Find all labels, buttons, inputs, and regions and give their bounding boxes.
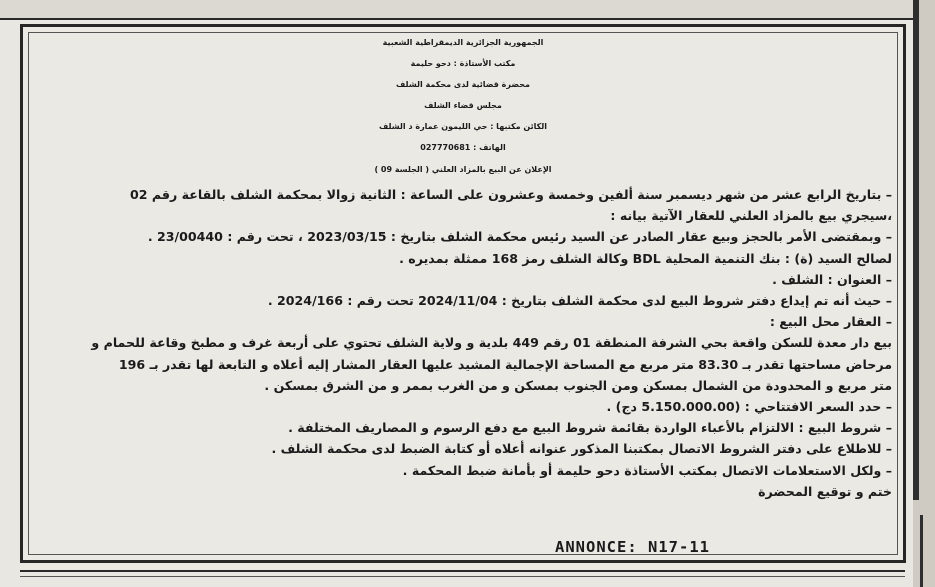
annonce-reference: ANNONCE: N17-11 bbox=[555, 538, 710, 556]
body-line-address: – العنوان : الشلف . bbox=[772, 271, 892, 287]
body-line-sale: ،سيجري بيع بالمزاد العلني للعقار الآتية بيانه : bbox=[610, 208, 892, 224]
bottom-rule bbox=[20, 570, 905, 572]
body-line-order: – وبمقتضى الأمر بالحجز وبيع عقار الصادر عن السيد رئيس محكمة الشلف بتاريخ : 2023/03/15 ، تحت رقم : 23/00440 . bbox=[147, 229, 892, 245]
body-line-property-3: متر مربع و المحدودة من الشمال بمسكن ومن الجنوب بمسكن و من الغرب بممر و من الشرق بمسكن . bbox=[264, 377, 892, 393]
header-phone: الهاتف : 027770681 bbox=[420, 143, 506, 152]
body-line-deposit: – حيث أنه تم إيداع دفتر شروط البيع لدى محكمة الشلف بتاريخ : 2024/11/04 تحت رقم : 2024/166 . bbox=[267, 293, 892, 309]
body-line-beneficiary: لصالح السيد (ة) : بنك التنمية المحلية BDL وكالة الشلف رمز 168 ممثلة بمديره . bbox=[399, 250, 892, 266]
header-council: مجلس قضاء الشلف bbox=[424, 101, 502, 110]
announcement-title: الإعلان عن البيع بالمزاد العلني ( الجلسة 09 ) bbox=[374, 165, 552, 174]
column-rule bbox=[913, 0, 919, 500]
announcement-content bbox=[30, 32, 896, 556]
body-line-price: – حدد السعر الافتتاحي : (5.150.000.00 دج) . bbox=[606, 399, 892, 415]
announcement-body bbox=[30, 184, 896, 502]
header-bailiff: محضرة قضائية لدى محكمة الشلف bbox=[396, 80, 530, 89]
body-line-inquiries: – ولكل الاستعلامات الاتصال بمكتب الأستاذة دحو حليمة أو بأمانة ضبط المحكمة . bbox=[402, 462, 892, 478]
body-line-property-2: مرحاض مساحتها تقدر بـ 83.30 متر مربع مع المساحة الإجمالية المشيد عليها العقار المشار إليه أعلاه و التابعة لها تقدر بـ 196 bbox=[118, 356, 892, 372]
body-line-date: – بتاريخ الرابع عشر من شهر ديسمبر سنة ألفين وخمسة وعشرون على الساعة : الثانية زوالا بمحكمة الشلف بالقاعة رقم 02 bbox=[129, 187, 892, 202]
body-line-consult: – للاطلاع على دفتر الشروط الاتصال بمكتبنا المذكور عنوانه أعلاه أو كتابة الضبط لدى محكمة الشلف . bbox=[271, 441, 892, 457]
header-republic: الجمهورية الجزائرية الديمقراطية الشعبية bbox=[382, 38, 544, 47]
bottom-rule-thin bbox=[20, 576, 905, 577]
header-address: الكائن مكتبها : حي الليمون عمارة د الشلف bbox=[378, 122, 547, 131]
body-line-property-heading: – العقار محل البيع : bbox=[769, 314, 892, 330]
body-line-signature: ختم و توقيع المحضرة bbox=[758, 483, 892, 499]
body-line-property-1: بيع دار معدة للسكن واقعة بحي الشرفة المنطقة 01 رقم 449 بلدية و ولاية الشلف تحتوي على أربعة غرف و مطبخ وقاعة للحمام و bbox=[91, 335, 892, 351]
body-line-conditions: – شروط البيع : الالتزام بالأعباء الواردة بقائمة شروط البيع مع دفع الرسوم و المصاريف المختلفة . bbox=[288, 420, 892, 436]
header-office: مكتب الأستاذة : دحو حليمة bbox=[410, 59, 516, 68]
column-rule-lower bbox=[920, 515, 923, 587]
top-divider bbox=[0, 0, 935, 20]
